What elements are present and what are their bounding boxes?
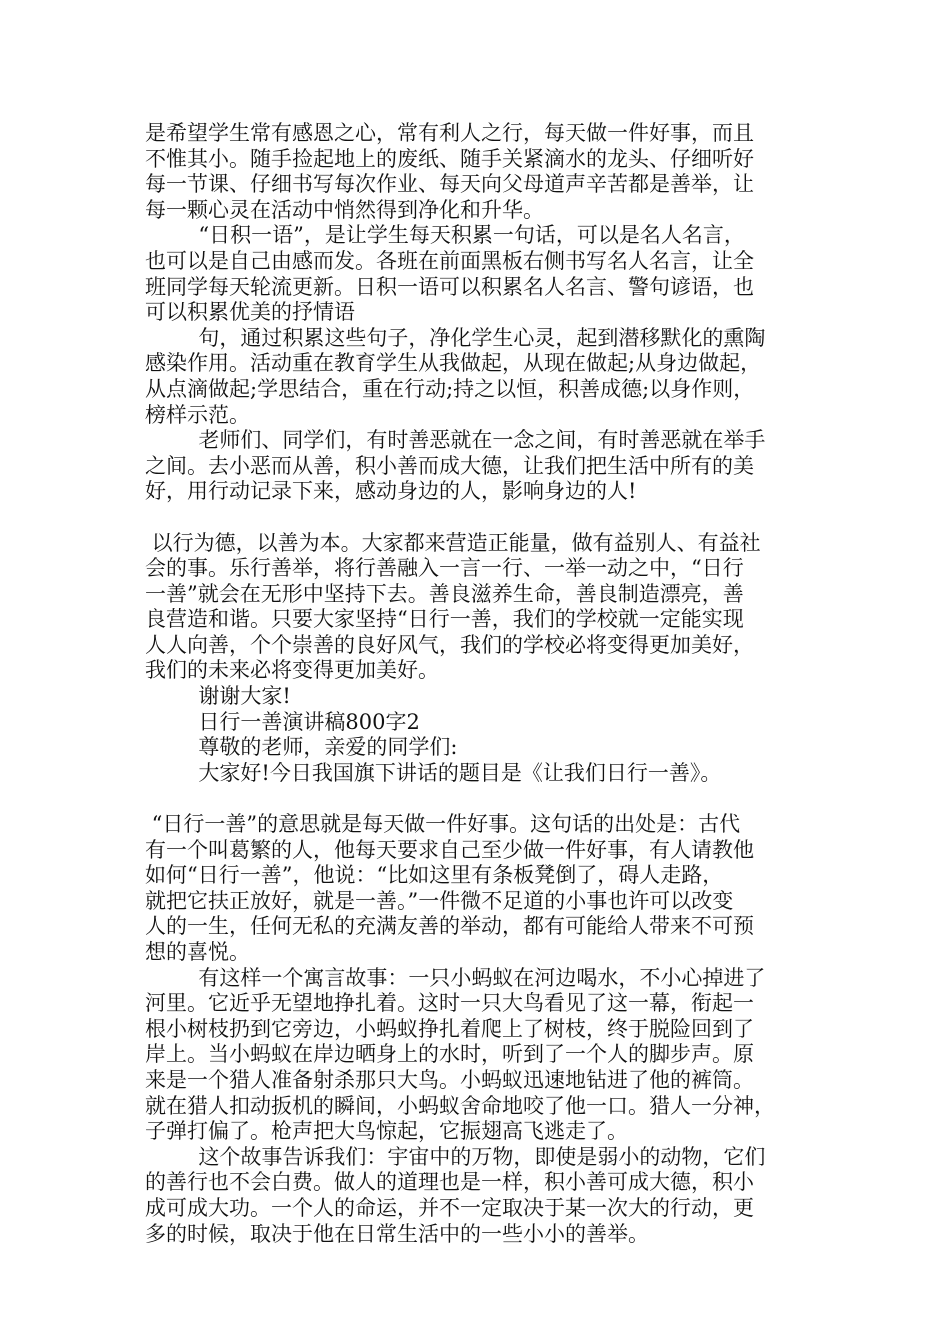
text-line: 班同学每天轮流更新。日积一语可以积累名人名言、警句谚语，也 [145,274,754,299]
text-line: “日行一善”的意思就是每天做一件好事。这句话的出处是：古代 [145,812,741,837]
text-line: 一善”就会在无形中坚持下去。善良滋养生命，善良制造漂亮，善 [145,581,744,606]
text-line: 有这样一个寓言故事：一只小蚂蚁在河边喝水，不小心掉进了 [145,965,766,990]
text-line: 以行为德，以善为本。大家都来营造正能量，做有益别人、有益社 [145,530,761,555]
text-line: 多的时候，取决于他在日常生活中的一些小小的善举。 [145,1221,649,1246]
text-line: 每一节课、仔细书写每次作业、每天向父母道声辛苦都是善举，让 [145,172,754,197]
text-line: 谢谢大家! [145,684,291,709]
section-title: 日行一善演讲稿800字2 [145,709,420,734]
text-line: 大家好!今日我国旗下讲话的题目是《让我们日行一善》。 [145,760,722,785]
text-line: 句，通过积累这些句子，净化学生心灵，起到潜移默化的熏陶 [145,325,766,350]
blank-line [145,786,810,812]
text-line: 从点滴做起;学思结合，重在行动;持之以恒，积善成德;以身作则， [145,376,755,401]
text-line: 想的喜悦。 [145,940,250,964]
text-line: 感染作用。活动重在教育学生从我做起，从现在做起;从身边做起， [145,351,762,376]
text-line: 如何“日行一善”，他说：“比如这里有条板凳倒了，碍人走路， [145,863,724,888]
text-line: 是希望学生常有感恩之心，常有利人之行，每天做一件好事，而且 [145,121,754,145]
text-line: 子弹打偏了。枪声把大鸟惊起，它振翅高飞逃走了。 [145,1119,628,1144]
text-line: 这个故事告诉我们：宇宙中的万物，即使是弱小的动物，它们 [145,1144,766,1169]
text-line: 可以积累优美的抒情语 [145,300,355,325]
text-line: 成可成大功。一个人的命运，并不一定取决于某一次大的行动，更 [145,1195,754,1220]
text-line: 良营造和谐。只要大家坚持“日行一善，我们的学校就一定能实现 [145,607,744,632]
text-line: 根小树枝扔到它旁边，小蚂蚁挣扎着爬上了树枝，终于脱险回到了 [145,1016,754,1041]
text-line: 每一颗心灵在活动中悄然得到净化和升华。 [145,197,544,222]
text-line: “日积一语”，是让学生每天积累一句话，可以是名人名言， [145,223,745,248]
blank-line [145,505,810,531]
text-line: 就把它扶正放好，就是一善。”一件微不足道的小事也许可以改变 [145,888,734,913]
text-line: 河里。它近乎无望地挣扎着。这时一只大鸟看见了这一幕，衔起一 [145,991,754,1016]
text-line: 我们的未来必将变得更加美好。 [145,658,439,683]
text-line: 老师们、同学们，有时善恶就在一念之间，有时善恶就在举手 [145,428,766,453]
text-line: 之间。去小恶而从善，积小善而成大德，让我们把生活中所有的美 [145,453,754,478]
text-line: 岸上。当小蚂蚁在岸边晒身上的水时，听到了一个人的脚步声。原 [145,1042,754,1067]
text-line: 榜样示范。 [145,402,250,427]
text-line: 有一个叫葛繁的人，他每天要求自己至少做一件好事，有人请教他 [145,837,754,862]
text-line: 的善行也不会白费。做人的道理也是一样，积小善可成大德，积小 [145,1170,754,1195]
text-line: 人的一生，任何无私的充满友善的举动，都有可能给人带来不可预 [145,914,754,939]
text-line: 人人向善，个个崇善的良好风气，我们的学校必将变得更加美好， [145,632,754,657]
text-line: 不惟其小。随手捡起地上的废纸、随手关紧滴水的龙头、仔细听好 [145,146,754,171]
text-line: 来是一个猎人准备射杀那只大鸟。小蚂蚁迅速地钻进了他的裤筒。 [145,1067,754,1092]
salutation: 尊敬的老师，亲爱的同学们: [145,735,458,760]
document-body [145,121,810,1247]
text-line: 也可以是自己由感而发。各班在前面黑板右侧书写名人名言，让全 [145,248,754,273]
text-line: 会的事。乐行善举，将行善融入一言一行、一举一动之中，“日行 [145,556,744,581]
text-line: 就在猎人扣动扳机的瞬间，小蚂蚁舍命地咬了他一口。猎人一分神， [145,1093,775,1118]
text-line: 好，用行动记录下来，感动身边的人，影响身边的人! [145,479,637,504]
